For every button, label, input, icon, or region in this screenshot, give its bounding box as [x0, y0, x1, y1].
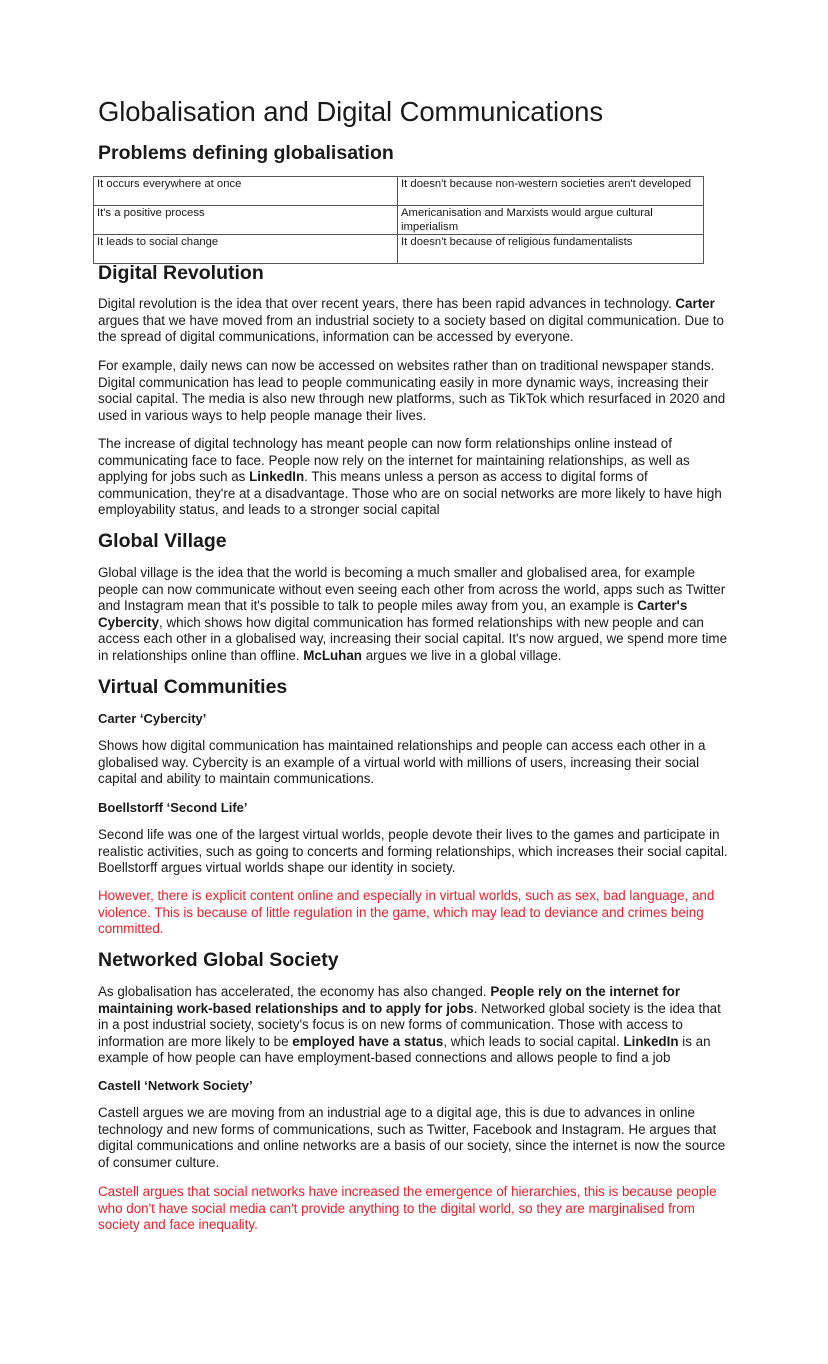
heading-global-village: Global Village	[98, 530, 227, 552]
text-run: The increase of digital technology has meant people can now form relationships online instead of communicating face to face. People now rely on the internet for maintaining relationships, as well as applying for jobs such as	[98, 436, 690, 485]
text-run: is an example of how people can have employment-based connections and allows people to find a job	[98, 1033, 711, 1066]
bold-phrase-rely-on-internet: People rely on the internet for maintaining work-based relationships and to apply for jobs	[98, 984, 681, 1016]
paragraph-networked-society	[98, 984, 734, 1067]
paragraph-digital-revolution-3	[98, 436, 734, 519]
bold-term-carter: Carter	[675, 296, 715, 311]
heading-virtual-communities: Virtual Communities	[98, 676, 288, 698]
table-cell-claim: It's a positive process	[94, 206, 398, 235]
subheading-castell-network-society: Castell ‘Network Society’	[98, 1078, 253, 1093]
paragraph-second-life: Second life was one of the largest virtual worlds, people devote their lives to the games and participate in realistic activities, such as going to concerts and forming relationships, which increases their social capital. Boellstorff argues virtual worlds shape our identity in society.	[98, 827, 728, 876]
table-cell-counter: It doesn't because of religious fundamentalists	[398, 235, 704, 264]
heading-digital-revolution: Digital Revolution	[98, 262, 264, 284]
paragraph-castell: Castell argues we are moving from an industrial age to a digital age, this is due to advances in online technology and new forms of communications, such as Twitter, Facebook and Instagram. He argues that digital communications and online networks are a basis of our society, since the internet is now the source of consumer culture.	[98, 1105, 726, 1170]
table-cell-counter: Americanisation and Marxists would argue cultural imperialism	[398, 206, 704, 235]
paragraph-critique-castell: Castell argues that social networks have increased the emergence of hierarchies, this is because people who don't have social media can't provide anything to the digital world, so they are marginalised from society and face inequality.	[98, 1184, 717, 1233]
table-cell-claim: It leads to social change	[94, 235, 398, 264]
text-run: Digital revolution is the idea that over recent years, there has been rapid advances in technology.	[98, 296, 676, 311]
bold-term-mcluhan: McLuhan	[303, 647, 362, 663]
heading-networked-global-society: Networked Global Society	[98, 949, 339, 971]
heading-problems-defining-globalisation: Problems defining globalisation	[98, 142, 394, 164]
table-row	[94, 235, 704, 264]
text-run: argues that we have moved from an industrial society to a society based on digital communication. Due to the spread of digital communications, information can be accessed by everyone.	[98, 312, 724, 345]
text-run: . This means unless a person as access to digital forms of communication, they're at a disadvantage. Those who are on social networks are more likely to have high employability status, and leads to a stronger social capital	[98, 469, 722, 518]
page-title: Globalisation and Digital Communications	[98, 96, 604, 127]
table-row	[94, 177, 704, 206]
paragraph-critique-virtual-worlds: However, there is explicit content online and especially in virtual worlds, such as sex, bad language, and violence. This is because of little regulation in the game, which may lead to deviance and crimes being committed.	[98, 888, 715, 937]
bold-term-linkedin: LinkedIn	[623, 1033, 679, 1049]
text-run: , which shows how digital communication has formed relationships with new people and can access each other in a globalised way, increasing their social capital. It's now argued, we spend more time in relationships online than offline.	[98, 614, 728, 663]
text-run: , which leads to social capital.	[443, 1033, 624, 1049]
paragraph-cybercity: Shows how digital communication has maintained relationships and people can access each other in a globalised way. Cybercity is an example of a virtual world with millions of users, increasing their social capital and ability to maintain communications.	[98, 738, 706, 787]
problems-table	[93, 176, 704, 264]
subheading-boellstorff-second-life: Boellstorff ‘Second Life’	[98, 800, 248, 815]
bold-phrase-employed-status: employed have a status	[292, 1033, 444, 1049]
bold-term-linkedin: LinkedIn	[249, 469, 305, 485]
table-cell-claim: It occurs everywhere at once	[94, 177, 398, 206]
paragraph-digital-revolution-2: For example, daily news can now be accessed on websites rather than on traditional newspaper stands. Digital communication has lead to people communicating easily in more dynamic ways, increasing their social capital. The media is also new through new platforms, such as TikTok which resurfaced in 2020 and used in various ways to help people manage their lives.	[98, 358, 726, 423]
text-run: argues we live in a global village.	[362, 647, 562, 663]
table-cell-counter: It doesn't because non-western societies aren't developed	[398, 177, 704, 206]
text-run: Global village is the idea that the world is becoming a much smaller and globalised area, for example people can now communicate without even seeing each other from across the world, apps such as Twitter and Instagram mean that it's possible to talk to people miles away from you, an example is	[98, 565, 726, 614]
paragraph-global-village	[98, 565, 734, 665]
text-run: . Networked global society is the idea that in a post industrial society, society's focus is on new forms of communication. Those with access to information are more likely to be	[98, 1000, 721, 1049]
paragraph-digital-revolution-1	[98, 296, 734, 346]
subheading-carter-cybercity: Carter ‘Cybercity’	[98, 711, 207, 726]
text-run: As globalisation has accelerated, the economy has also changed.	[98, 984, 491, 999]
table-row	[94, 206, 704, 235]
bold-term-carters-cybercity: Carter's Cybercity	[98, 598, 688, 630]
